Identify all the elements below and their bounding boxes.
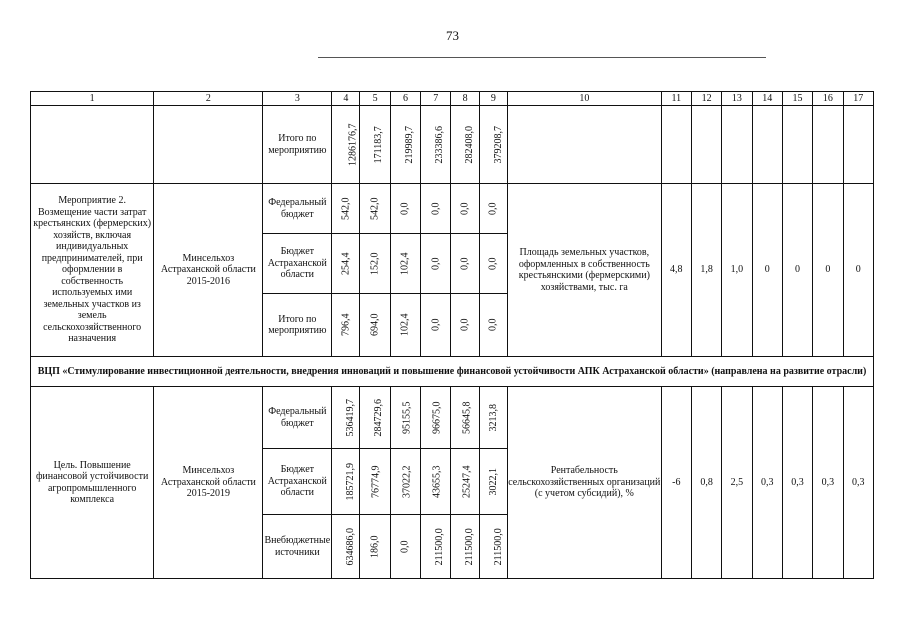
target-cell: 0,8	[691, 387, 721, 579]
source-cell: Итого по мероприятию	[263, 106, 332, 184]
value-cell: 233386,6	[421, 106, 451, 184]
col-header: 9	[479, 92, 507, 106]
value-cell: 102,4	[390, 234, 420, 294]
col-header: 6	[390, 92, 420, 106]
col-header: 11	[661, 92, 691, 106]
value-cell: 254,4	[332, 234, 360, 294]
col-header: 2	[154, 92, 263, 106]
page-number: 73	[446, 28, 459, 43]
table-row	[31, 184, 874, 234]
target-cell: 0	[782, 184, 812, 357]
value-cell: 0,0	[390, 515, 420, 579]
activity-cell: Цель. Повышение финансовой устойчивости агропромышленного комплекса	[31, 387, 154, 579]
col-header: 4	[332, 92, 360, 106]
top-rule	[318, 57, 766, 58]
value-cell: 0,0	[451, 234, 479, 294]
column-number-row	[31, 92, 874, 106]
value-cell: 95155,5	[390, 387, 420, 449]
target-cell	[722, 106, 752, 184]
section-title: ВЦП «Стимулирование инвестиционной деятельности, внедрения инноваций и повышение финансовой устойчивости АПК Астраханской области» (направлена на развитие отрасли)	[31, 357, 874, 387]
value-cell: 694,0	[360, 294, 390, 357]
value-cell: 796,4	[332, 294, 360, 357]
value-cell: 0,0	[451, 184, 479, 234]
target-cell: 0	[843, 184, 873, 357]
value-cell: 0,0	[390, 184, 420, 234]
value-cell: 25247,4	[451, 449, 479, 515]
source-cell: Бюджет Астраханской области	[263, 234, 332, 294]
value-cell: 634686,0	[332, 515, 360, 579]
value-cell: 282408,0	[451, 106, 479, 184]
col-header: 12	[691, 92, 721, 106]
indicator-cell	[508, 106, 662, 184]
target-cell: 0,3	[843, 387, 873, 579]
col-header: 15	[782, 92, 812, 106]
target-cell: 2,5	[722, 387, 752, 579]
target-cell: 1,8	[691, 184, 721, 357]
source-cell: Федеральный бюджет	[263, 184, 332, 234]
value-cell: 536419,7	[332, 387, 360, 449]
executor-cell: Минсельхоз Астраханской области 2015-2016	[154, 184, 263, 357]
value-cell: 3022,1	[479, 449, 507, 515]
value-cell: 211500,0	[421, 515, 451, 579]
value-cell: 0,0	[479, 294, 507, 357]
target-cell: 1,0	[722, 184, 752, 357]
value-cell: 56645,8	[451, 387, 479, 449]
value-cell: 185721,9	[332, 449, 360, 515]
value-cell: 0,0	[421, 234, 451, 294]
table-row	[31, 387, 874, 449]
target-cell	[813, 106, 843, 184]
target-cell: 0,3	[782, 387, 812, 579]
table-row	[31, 357, 874, 387]
value-cell: 96675,0	[421, 387, 451, 449]
executor-cell	[154, 106, 263, 184]
col-header: 17	[843, 92, 873, 106]
value-cell: 0,0	[421, 294, 451, 357]
source-cell: Бюджет Астраханской области	[263, 449, 332, 515]
value-cell: 284729,6	[360, 387, 390, 449]
value-cell: 0,0	[421, 184, 451, 234]
target-cell	[782, 106, 812, 184]
col-header: 7	[421, 92, 451, 106]
col-header: 14	[752, 92, 782, 106]
executor-cell: Минсельхоз Астраханской области 2015-2019	[154, 387, 263, 579]
value-cell: 37022,2	[390, 449, 420, 515]
indicator-cell: Площадь земельных участков, оформленных в собственность крестьянскими (фермерскими) хозяйствами, тыс. га	[508, 184, 662, 357]
value-cell: 3213,8	[479, 387, 507, 449]
target-cell	[691, 106, 721, 184]
indicator-cell: Рентабельность сельскохозяйственных организаций (с учетом субсидий), %	[508, 387, 662, 579]
table-row	[31, 106, 874, 184]
col-header: 8	[451, 92, 479, 106]
target-cell: 4,8	[661, 184, 691, 357]
value-cell: 211500,0	[451, 515, 479, 579]
value-cell: 1286176,7	[332, 106, 360, 184]
target-cell	[843, 106, 873, 184]
value-cell: 102,4	[390, 294, 420, 357]
source-cell: Итого по мероприятию	[263, 294, 332, 357]
target-cell: 0,3	[813, 387, 843, 579]
value-cell: 171183,7	[360, 106, 390, 184]
program-table	[30, 91, 874, 579]
value-cell: 542,0	[360, 184, 390, 234]
value-cell: 219989,7	[390, 106, 420, 184]
target-cell: 0	[752, 184, 782, 357]
activity-cell: Мероприятие 2. Возмещение части затрат крестьянских (фермерских) хозяйств, включая индивидуальных предпринимателей, при оформлении в собственность используемых ими земельных участков из земель сельскохозяйственного назначения	[31, 184, 154, 357]
col-header: 13	[722, 92, 752, 106]
target-cell: -6	[661, 387, 691, 579]
target-cell	[661, 106, 691, 184]
value-cell: 211500,0	[479, 515, 507, 579]
target-cell: 0,3	[752, 387, 782, 579]
value-cell: 0,0	[479, 234, 507, 294]
col-header: 1	[31, 92, 154, 106]
value-cell: 76774,9	[360, 449, 390, 515]
target-cell	[752, 106, 782, 184]
col-header: 10	[508, 92, 662, 106]
col-header: 3	[263, 92, 332, 106]
col-header: 16	[813, 92, 843, 106]
source-cell: Внебюджетные источники	[263, 515, 332, 579]
value-cell: 43655,3	[421, 449, 451, 515]
activity-cell	[31, 106, 154, 184]
value-cell: 186,0	[360, 515, 390, 579]
target-cell: 0	[813, 184, 843, 357]
value-cell: 542,0	[332, 184, 360, 234]
source-cell: Федеральный бюджет	[263, 387, 332, 449]
value-cell: 379208,7	[479, 106, 507, 184]
value-cell: 152,0	[360, 234, 390, 294]
value-cell: 0,0	[451, 294, 479, 357]
col-header: 5	[360, 92, 390, 106]
value-cell: 0,0	[479, 184, 507, 234]
